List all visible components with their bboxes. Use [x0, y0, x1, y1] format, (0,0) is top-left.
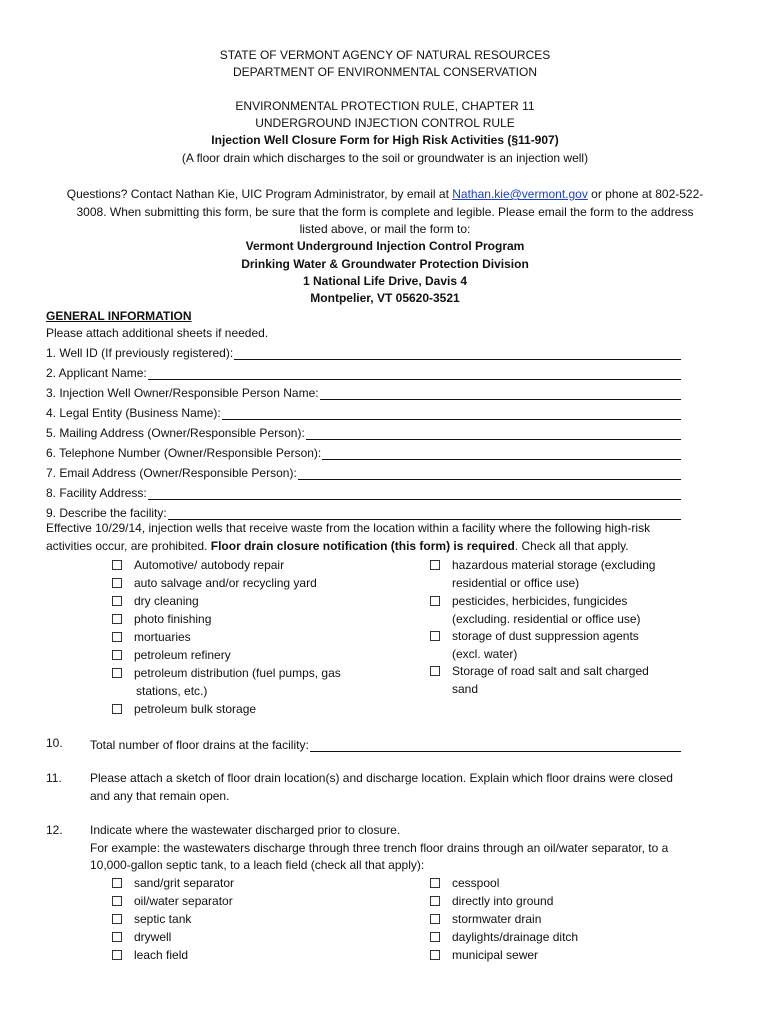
input-line[interactable] — [306, 426, 681, 440]
field-label: 9. Describe the facility: — [46, 506, 167, 520]
checkbox-label: septic tank — [134, 912, 192, 926]
contact-phone-text: or phone at 802-522- — [587, 187, 704, 201]
checkbox-label: petroleum distribution (fuel pumps, gas — [134, 666, 341, 680]
input-line[interactable] — [298, 466, 681, 480]
field-floor-drain-count[interactable] — [90, 734, 681, 752]
discharge-drywell[interactable] — [112, 928, 171, 946]
general-instruction: Please attach additional sheets if needed. — [46, 326, 269, 340]
checkbox[interactable] — [430, 666, 440, 676]
checkbox-label: dry cleaning — [134, 594, 199, 608]
agency-name: STATE OF VERMONT AGENCY OF NATURAL RESOURCES — [219, 48, 551, 62]
q12-line-1: Indicate where the wastewater discharged prior to closure. — [90, 823, 401, 837]
contact-line-1 — [40, 186, 730, 203]
label-line: sand — [452, 682, 479, 696]
checkbox-label — [452, 627, 639, 663]
effective-text: activities occur, are prohibited. — [46, 539, 211, 553]
discharge-sand-grit-separator[interactable] — [112, 874, 234, 892]
checkbox-label: photo finishing — [134, 612, 212, 626]
checkbox-label: municipal sewer — [452, 948, 539, 962]
input-line[interactable] — [234, 346, 681, 360]
field-label: 8. Facility Address: — [46, 486, 147, 500]
checkbox[interactable] — [112, 632, 122, 642]
checkbox[interactable] — [430, 560, 440, 570]
checkbox-label: oil/water separator — [134, 894, 233, 908]
discharge-stormwater-drain[interactable] — [430, 910, 541, 928]
field-label: 5. Mailing Address (Owner/Responsible Person): — [46, 426, 305, 440]
activity-photo-finishing[interactable] — [112, 610, 211, 628]
field-facility-address[interactable] — [46, 482, 681, 500]
label-line: Storage of road salt and salt charged — [452, 664, 649, 678]
rule-title: ENVIRONMENTAL PROTECTION RULE, CHAPTER 11 — [235, 99, 535, 113]
contact-line-3: listed above, or mail the form to: — [299, 222, 471, 236]
discharge-septic-tank[interactable] — [112, 910, 191, 928]
checkbox[interactable] — [112, 896, 122, 906]
field-label: 2. Applicant Name: — [46, 366, 147, 380]
activity-automotive[interactable] — [112, 556, 284, 574]
address-line-4: Montpelier, VT 05620-3521 — [310, 291, 460, 305]
checkbox[interactable] — [112, 614, 122, 624]
checkbox[interactable] — [112, 878, 122, 888]
field-label: 4. Legal Entity (Business Name): — [46, 406, 221, 420]
q12-line-2: For example: the wastewaters discharge through three trench floor drains through an oil/water separator, to a — [90, 841, 669, 855]
effective-instruction: . Check all that apply. — [514, 539, 629, 553]
input-line[interactable] — [148, 366, 681, 380]
field-well-id[interactable] — [46, 342, 681, 360]
checkbox-label: drywell — [134, 930, 172, 944]
label-line: hazardous material storage (excluding — [452, 558, 656, 572]
checkbox-label: directly into ground — [452, 894, 554, 908]
discharge-directly-into-ground[interactable] — [430, 892, 553, 910]
address-line-2: Drinking Water & Groundwater Protection Division — [241, 257, 529, 271]
activity-petroleum-bulk-storage[interactable] — [112, 700, 256, 718]
checkbox-label: petroleum refinery — [134, 648, 231, 662]
field-email[interactable] — [46, 462, 681, 480]
label-line: pesticides, herbicides, fungicides — [452, 594, 628, 608]
checkbox-label: sand/grit separator — [134, 876, 235, 890]
checkbox[interactable] — [112, 650, 122, 660]
address-line-3: 1 National Life Drive, Davis 4 — [302, 274, 468, 288]
checkbox[interactable] — [112, 704, 122, 714]
q11-line-2: and any that remain open. — [90, 789, 230, 803]
checkbox[interactable] — [430, 878, 440, 888]
checkbox[interactable] — [112, 914, 122, 924]
field-label: 1. Well ID (If previously registered): — [46, 346, 234, 360]
checkbox-label — [452, 662, 649, 698]
checkbox-label: auto salvage and/or recycling yard — [134, 576, 317, 590]
activity-dry-cleaning[interactable] — [112, 592, 199, 610]
field-label: 7. Email Address (Owner/Responsible Person): — [46, 466, 297, 480]
checkbox[interactable] — [430, 932, 440, 942]
discharge-drainage-ditch[interactable] — [430, 928, 578, 946]
checkbox[interactable] — [112, 950, 122, 960]
checkbox[interactable] — [430, 596, 440, 606]
input-line[interactable] — [168, 506, 681, 520]
label-line: (excluding. residential or office use) — [452, 612, 641, 626]
field-label: 6. Telephone Number (Owner/Responsible Person): — [46, 446, 322, 460]
checkbox-label — [452, 592, 641, 628]
checkbox-label: daylights/drainage ditch — [452, 930, 579, 944]
activity-dust-suppression[interactable] — [430, 627, 639, 663]
discharge-oil-water-separator[interactable] — [112, 892, 233, 910]
activity-pesticides[interactable] — [430, 592, 641, 628]
activity-road-salt[interactable] — [430, 662, 649, 698]
checkbox[interactable] — [430, 631, 440, 641]
field-owner-name[interactable] — [46, 382, 681, 400]
checkbox-label: stormwater drain — [452, 912, 542, 926]
form-title: Injection Well Closure Form for High Risk Activities (§11-907) — [211, 133, 559, 147]
field-mailing-address[interactable] — [46, 422, 681, 440]
effective-line-1: Effective 10/29/14, injection wells that receive waste from the location within a facility where the following high-risk — [46, 521, 651, 535]
q10-number: 10. — [46, 736, 63, 750]
checkbox-label: cesspool — [452, 876, 500, 890]
label-line: storage of dust suppression agents — [452, 629, 639, 643]
checkbox[interactable] — [112, 932, 122, 942]
input-line[interactable] — [222, 406, 681, 420]
checkbox[interactable] — [112, 560, 122, 570]
input-line[interactable] — [320, 386, 681, 400]
effective-line-2 — [46, 537, 629, 555]
checkbox[interactable] — [112, 578, 122, 588]
activity-petroleum-distribution-cont: stations, etc.) — [136, 684, 208, 698]
discharge-cesspool[interactable] — [430, 874, 499, 892]
form-note: (A floor drain which discharges to the soil or groundwater is an injection well) — [181, 151, 589, 165]
checkbox[interactable] — [112, 668, 122, 678]
checkbox-label — [452, 556, 655, 592]
checkbox-label: leach field — [134, 948, 189, 962]
input-line[interactable] — [322, 446, 681, 460]
q12-number: 12. — [46, 823, 63, 837]
activity-mortuaries[interactable] — [112, 628, 191, 646]
q12-line-3: 10,000-gallon septic tank, to a leach field (check all that apply): — [90, 858, 425, 872]
contact-text: Questions? Contact Nathan Kie, UIC Program Administrator, by email at — [66, 187, 453, 201]
input-line[interactable] — [148, 486, 681, 500]
checkbox-label: petroleum bulk storage — [134, 702, 257, 716]
activity-hazardous-storage[interactable] — [430, 556, 655, 592]
email-link[interactable]: Nathan.kie@vermont.gov — [452, 187, 588, 201]
q11-line-1: Please attach a sketch of floor drain location(s) and discharge location. Explain which floor drains were closed — [90, 771, 673, 785]
effective-required-text: Floor drain closure notification (this form) is required — [210, 539, 515, 553]
field-label: 3. Injection Well Owner/Responsible Person Name: — [46, 386, 319, 400]
activity-petroleum-distribution[interactable] — [112, 664, 341, 682]
activity-petroleum-refinery[interactable] — [112, 646, 231, 664]
field-telephone[interactable] — [46, 442, 681, 460]
discharge-municipal-sewer[interactable] — [430, 946, 538, 964]
field-applicant-name[interactable] — [46, 362, 681, 380]
subrule-title: UNDERGROUND INJECTION CONTROL RULE — [255, 116, 515, 130]
q11-number: 11. — [46, 771, 62, 785]
input-line[interactable] — [310, 738, 681, 752]
general-heading: GENERAL INFORMATION — [46, 309, 192, 323]
department-name: DEPARTMENT OF ENVIRONMENTAL CONSERVATION — [232, 65, 538, 79]
discharge-leach-field[interactable] — [112, 946, 188, 964]
activity-auto-salvage[interactable] — [112, 574, 317, 592]
checkbox[interactable] — [430, 896, 440, 906]
label-line: residential or office use) — [452, 576, 580, 590]
label-line: (excl. water) — [452, 647, 518, 661]
checkbox[interactable] — [430, 914, 440, 924]
address-line-1: Vermont Underground Injection Control Program — [245, 239, 525, 253]
field-facility-description[interactable] — [46, 502, 681, 520]
checkbox-label: Automotive/ autobody repair — [134, 558, 285, 572]
field-label: Total number of floor drains at the facility: — [90, 738, 309, 752]
contact-line-2: 3008. When submitting this form, be sure that the form is complete and legible. Please email the form to the address — [76, 205, 694, 219]
checkbox-label: mortuaries — [134, 630, 191, 644]
checkbox[interactable] — [430, 950, 440, 960]
checkbox[interactable] — [112, 596, 122, 606]
field-legal-entity[interactable] — [46, 402, 681, 420]
